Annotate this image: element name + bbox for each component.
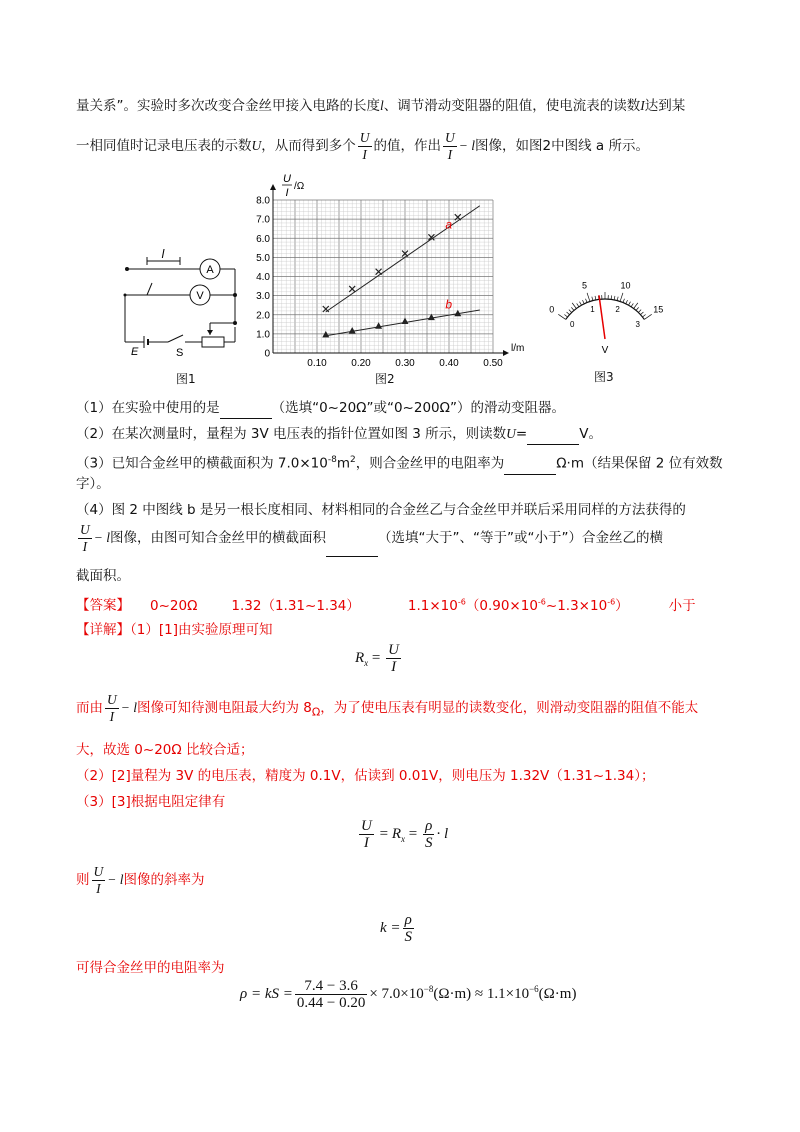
circuit-diagram xyxy=(110,245,250,360)
y-axis-label-den: I xyxy=(285,187,289,199)
num: U xyxy=(93,863,104,879)
fraction-u-over-i xyxy=(92,864,106,897)
text: ，从而得到多个 xyxy=(261,138,356,154)
den: 0.44 − 0.20 xyxy=(296,995,366,1011)
text: （选填“0~20Ω”或“0~200Ω”）的滑动变阻器。 xyxy=(271,400,565,416)
dial-tick xyxy=(634,303,638,309)
dial-tick xyxy=(620,293,623,302)
text: ，则合金丝甲的电阻率为 xyxy=(355,455,505,472)
text: （1）在实验中使用的是 xyxy=(76,400,220,416)
num: U xyxy=(388,642,399,658)
text: ） xyxy=(615,597,629,614)
den: I xyxy=(447,146,453,162)
detail-line-6 xyxy=(76,862,205,898)
dial-tick xyxy=(564,315,567,317)
answer-2: 1.32（1.31~1.34） xyxy=(231,597,360,614)
y-axis-arrow xyxy=(270,184,276,190)
superscript: -6 xyxy=(457,597,466,606)
ui-chart xyxy=(255,170,545,370)
dial-tick xyxy=(567,312,570,315)
text: 达到某 xyxy=(644,98,686,114)
text: （1）[1]由实验原理可知 xyxy=(130,622,273,638)
fig1-caption: 图1 xyxy=(176,372,196,386)
dial-arc xyxy=(566,299,645,319)
text: 的值，作出 xyxy=(373,138,441,154)
dial-tick xyxy=(629,302,631,305)
dial-tick xyxy=(592,297,593,301)
text: 图像，由图可知合金丝甲的横截面积 xyxy=(110,530,326,546)
x-axis-arrow xyxy=(503,350,509,356)
question-3 xyxy=(76,450,723,475)
num: U xyxy=(361,818,372,834)
num: ρ xyxy=(403,912,415,929)
detail-line-3 xyxy=(76,740,253,760)
text: (Ω·m) ≈ 1.1×10 xyxy=(433,985,530,1002)
dial-tick xyxy=(631,303,633,306)
text: m xyxy=(336,455,350,472)
x-tick-label: 0.30 xyxy=(395,358,415,369)
subscript: x xyxy=(364,657,369,668)
dial-tick xyxy=(617,297,618,301)
num: U xyxy=(107,691,117,707)
minus-l: − l xyxy=(120,700,137,715)
text: （3）[3]根据电阻定律有 xyxy=(76,794,226,810)
text: V。 xyxy=(579,426,602,442)
text: （4）图 2 中图线 b 是另一根长度相同、材料相同的合金丝乙与合金丝甲并联后采用同样的方法获得的 xyxy=(76,502,686,518)
answer-1: 0~20Ω xyxy=(150,597,198,614)
text: ~1.3×10 xyxy=(545,597,608,614)
question-4 xyxy=(76,500,686,520)
voltmeter-dial xyxy=(535,265,675,355)
text: 图像可知待测电阻最大约为 8 xyxy=(137,700,312,716)
text: （2）[2]量程为 3V 的电压表，精度为 0.1V，估读到 0.01V，则电压为 1.32V（1.31~1.34）； xyxy=(76,768,655,784)
x-tick-label: 0.20 xyxy=(351,358,371,369)
dial-label-top: 10 xyxy=(620,280,631,291)
x-axis-label: l/m xyxy=(511,343,525,354)
equation-resistance-law: $\frac{U}{I}$ = $R_x$ = $\frac{\rho}{S}$ · l xyxy=(361,818,449,851)
text: 量关系”。实验时多次改变合金丝甲接入电路的长度 xyxy=(76,98,380,114)
dial-tick xyxy=(623,299,624,303)
data-point-b xyxy=(375,322,382,329)
text: 、调节滑动变阻器的阻值，使电流表的读数 xyxy=(383,98,641,114)
answer-blank xyxy=(326,520,378,557)
question-4-cont xyxy=(76,520,663,557)
y-tick-label: 1.0 xyxy=(256,329,270,341)
dial-tick xyxy=(586,299,587,303)
dial-label-top: 15 xyxy=(653,304,664,315)
y-tick-label: 4.0 xyxy=(256,272,270,283)
question-3-cont xyxy=(76,474,110,494)
y-tick-label: 7.0 xyxy=(256,214,270,226)
dial-label-top: 0 xyxy=(549,304,555,315)
dial-tick xyxy=(571,307,574,310)
answer-line xyxy=(76,592,696,616)
dial-label-bottom: 0 xyxy=(570,320,575,330)
superscript: -6 xyxy=(537,597,546,606)
series-label-b: b xyxy=(445,297,453,312)
superscript: -6 xyxy=(607,597,616,606)
x-tick-label: 0.50 xyxy=(483,358,503,369)
dial-unit: V xyxy=(601,345,609,355)
dial-tick xyxy=(569,310,572,313)
dial-tick xyxy=(640,312,643,315)
text: （选填“大于”、“等于”或“小于”）合金丝乙的横 xyxy=(378,530,663,546)
lhs: ρ = kS = xyxy=(240,985,293,1002)
text: 截面积。 xyxy=(76,568,130,584)
text: 大，故选 0~20Ω 比较合适； xyxy=(76,742,254,758)
text: 字）。 xyxy=(76,476,110,492)
answer-blank xyxy=(220,398,272,419)
lhs: k = xyxy=(380,919,401,936)
detail-line-4 xyxy=(76,766,654,786)
var-I: I xyxy=(640,98,645,113)
answer-4: 小于 xyxy=(668,597,696,614)
text: = xyxy=(515,426,528,442)
data-point-b xyxy=(349,327,356,334)
text: Ω·m（结果保留 2 位有效数 xyxy=(556,455,723,472)
superscript: −6 xyxy=(529,983,539,994)
text: 图像的斜率为 xyxy=(123,872,205,888)
question-4-end xyxy=(76,566,130,586)
text: 可得合金丝甲的电阻率为 xyxy=(76,960,225,976)
fraction-u-over-i xyxy=(443,130,457,163)
switch-label: S xyxy=(176,347,184,359)
text: 而由 xyxy=(76,700,103,716)
den: I xyxy=(96,880,101,896)
fraction xyxy=(386,642,401,675)
dial-tick xyxy=(611,295,612,299)
minus-l: − l xyxy=(93,530,110,545)
tail: · l xyxy=(436,825,449,842)
fraction-u-over-i xyxy=(358,130,372,163)
text: （2）在某次测量时，量程为 3V 电压表的指针位置如图 3 所示，则读数 xyxy=(76,426,507,442)
y-tick-label: 3.0 xyxy=(256,291,270,303)
text: （0.90×10 xyxy=(465,597,538,614)
y-axis-label-num: U xyxy=(283,173,291,185)
text: ，为了使电压表有明显的读数变化，则滑动变阻器的阻值不能太 xyxy=(320,700,699,716)
fraction xyxy=(295,978,367,1011)
den: I xyxy=(82,538,88,554)
ohm-symbol: Ω xyxy=(311,705,321,719)
dial-label-bottom: 3 xyxy=(635,320,640,330)
detail-line-1 xyxy=(76,620,272,640)
den: I xyxy=(363,835,369,851)
equation-resistivity xyxy=(240,978,576,1011)
den: I xyxy=(109,708,115,724)
intro-line-2 xyxy=(76,128,649,164)
dial-tick xyxy=(582,300,584,304)
var-U: U xyxy=(251,138,262,153)
fraction xyxy=(403,912,415,945)
dial-label-top: 5 xyxy=(582,280,588,291)
dial-tick xyxy=(572,303,576,309)
detail-line-7 xyxy=(76,958,225,978)
dial-tick xyxy=(595,296,596,300)
dial-tick xyxy=(577,303,579,306)
x-tick-label: 0.40 xyxy=(439,358,459,369)
ammeter-label: A xyxy=(206,264,214,276)
fig3-caption: 图3 xyxy=(594,370,614,384)
fraction-u-over-i xyxy=(105,692,119,725)
answer-3 xyxy=(408,598,629,614)
den: I xyxy=(362,146,367,162)
den: S xyxy=(404,929,413,945)
y-axis-label-unit: /Ω xyxy=(294,181,305,192)
answer-blank xyxy=(527,424,579,445)
fraction-u-over-i xyxy=(78,522,92,555)
den: S xyxy=(424,835,433,851)
y-tick-label: 5.0 xyxy=(256,252,270,264)
text: 图像，如图2中图线 a 所示。 xyxy=(475,138,649,154)
length-label: l xyxy=(161,247,165,261)
dial-tick xyxy=(626,300,628,304)
dial-tick xyxy=(642,315,645,317)
detail-line-2 xyxy=(76,690,698,731)
text: × 7.0×10 xyxy=(369,985,424,1002)
dial-tick xyxy=(580,302,582,305)
dial-label-bottom: 1 xyxy=(590,305,595,315)
minus-l: − l xyxy=(107,872,124,887)
var-U: U xyxy=(506,426,516,441)
fraction xyxy=(423,818,435,851)
superscript: -8 xyxy=(327,455,337,465)
text: 则 xyxy=(76,872,90,888)
equation-slope xyxy=(380,912,416,945)
voltmeter-label: V xyxy=(196,290,204,302)
dial-needle xyxy=(599,295,605,339)
minus-l: − l xyxy=(458,138,475,153)
text: 一相同值时记录电压表的示数 xyxy=(76,138,252,154)
y-tick-label: 8.0 xyxy=(256,195,270,207)
fraction xyxy=(359,818,374,851)
equation-rx: $R_x$ = $\frac{U}{I}$ xyxy=(355,642,399,675)
dial-label-bottom: 2 xyxy=(615,305,620,315)
dial-tick xyxy=(636,307,639,310)
text: 1.1×10 xyxy=(407,597,458,614)
answer-tag: 【答案】 xyxy=(76,597,130,614)
superscript: 2 xyxy=(349,455,356,465)
answer-blank xyxy=(504,454,556,475)
y-tick-label: 6.0 xyxy=(256,233,270,245)
fig2-caption: 图2 xyxy=(375,372,395,386)
dial-tick xyxy=(587,293,590,302)
intro-line-1 xyxy=(76,96,685,116)
question-2 xyxy=(76,424,602,445)
num: ρ xyxy=(423,818,435,835)
detail-tag: 【详解】 xyxy=(76,622,130,638)
subscript: x xyxy=(400,833,405,844)
text: (Ω·m) xyxy=(538,985,577,1002)
dial-tick xyxy=(638,310,641,313)
den: I xyxy=(391,659,397,675)
num: U xyxy=(359,129,370,145)
var-R: R xyxy=(391,825,401,842)
x-tick-label: 0.10 xyxy=(307,358,327,369)
series-label-a: a xyxy=(445,217,453,232)
detail-line-5 xyxy=(76,792,225,812)
y-tick-label: 0 xyxy=(264,348,270,360)
num: 7.4 − 3.6 xyxy=(295,978,367,995)
num: U xyxy=(445,129,455,145)
var-l: l xyxy=(380,98,384,113)
dial-tick xyxy=(614,296,615,300)
var-R: R xyxy=(355,649,365,666)
battery-label: E xyxy=(131,346,139,358)
superscript: −8 xyxy=(423,983,434,994)
text: （3）已知合金丝甲的横截面积为 7.0×10 xyxy=(76,455,328,472)
y-tick-label: 2.0 xyxy=(256,310,270,322)
num: U xyxy=(80,521,90,537)
question-1 xyxy=(76,398,565,419)
